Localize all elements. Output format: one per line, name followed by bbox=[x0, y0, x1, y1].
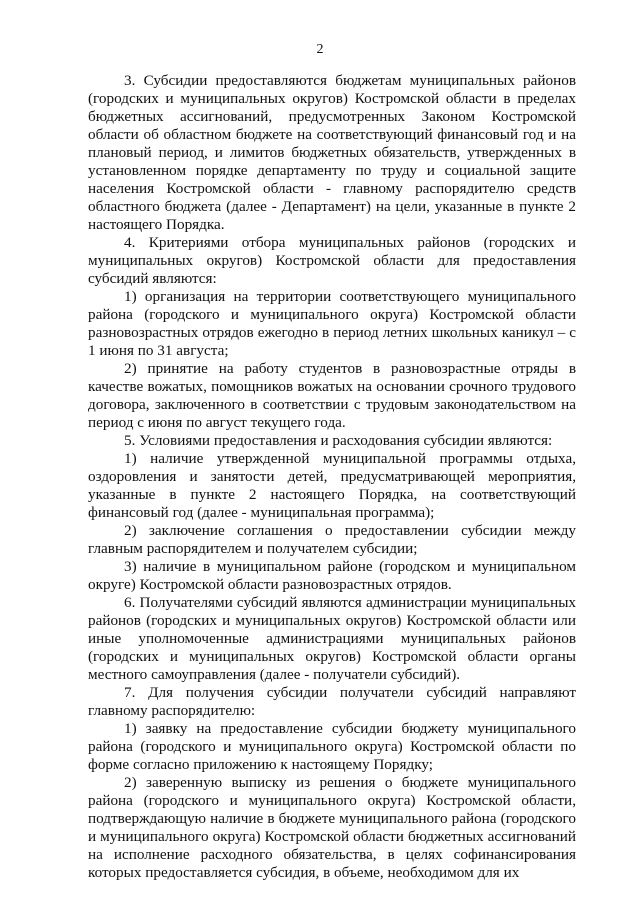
criterion-2-hiring-students: 2) принятие на работу студентов в разновозрастные отряды в качестве вожатых, помощников вожатых на основании срочного трудового договора, заключенного в соответствии с трудовым законодательством на период с июня по август текущего года. bbox=[88, 360, 576, 431]
paragraph-7-documents: 7. Для получения субсидии получатели субсидий направляют главному распорядителю: bbox=[88, 684, 576, 719]
criterion-1-organization: 1) организация на территории соответствующего муниципального района (городского и муниципального округа) Костромской области разновозрастных отрядов ежегодно в период летних школьных каникул – с 1 июня по 31 августа; bbox=[88, 288, 576, 359]
condition-2-agreement: 2) заключение соглашения о предоставлении субсидии между главным распорядителем и получателем субсидии; bbox=[88, 522, 576, 557]
page-number: 2 bbox=[316, 42, 324, 57]
condition-3-squads: 3) наличие в муниципальном районе (городском и муниципальном округе) Костромской области разновозрастных отрядов. bbox=[88, 558, 576, 593]
paragraph-6-recipients: 6. Получателями субсидий являются администрации муниципальных районов (городских и муниципальных округов) Костромской области или иные уполномоченные администрациями муниципальных районов (городских и муниципальных округов) Костромской области органы местного самоуправления (далее - получатели субсидий). bbox=[88, 594, 576, 683]
paragraph-4-selection-criteria: 4. Критериями отбора муниципальных районов (городских и муниципальных округов) Костромской области для предоставления субсидий являются: bbox=[88, 234, 576, 287]
document-body bbox=[88, 72, 576, 882]
paragraph-3-subsidies-provision: 3. Субсидии предоставляются бюджетам муниципальных районов (городских и муниципальных округов) Костромской области в пределах бюджетных ассигнований, предусмотренных Законом Костромской области об областном бюджете на соответствующий финансовый год и на плановый период, и лимитов бюджетных обязательств, утвержденных в установленном порядке департаменту по труду и социальной защите населения Костромской области - главному распорядителю средств областного бюджета (далее - Департамент) на цели, указанные в пункте 2 настоящего Порядка. bbox=[88, 72, 576, 233]
document-2-budget-extract: 2) заверенную выписку из решения о бюджете муниципального района (городского и муниципального округа) Костромской области, подтверждающую наличие в бюджете муниципального района (городского и муниципального округа) Костромской области бюджетных ассигнований на исполнение расходного обязательства, в целях софинансирования которых предоставляется субсидия, в объеме, необходимом для их bbox=[88, 774, 576, 881]
document-1-application: 1) заявку на предоставление субсидии бюджету муниципального района (городского и муниципального округа) Костромской области по форме согласно приложению к настоящему Порядку; bbox=[88, 720, 576, 773]
paragraph-5-conditions: 5. Условиями предоставления и расходования субсидии являются: bbox=[124, 432, 553, 449]
condition-1-municipal-program: 1) наличие утвержденной муниципальной программы отдыха, оздоровления и занятости детей, предусматривающей мероприятия, указанные в пункте 2 настоящего Порядка, на соответствующий финансовый год (далее - муниципальная программа); bbox=[88, 450, 576, 521]
